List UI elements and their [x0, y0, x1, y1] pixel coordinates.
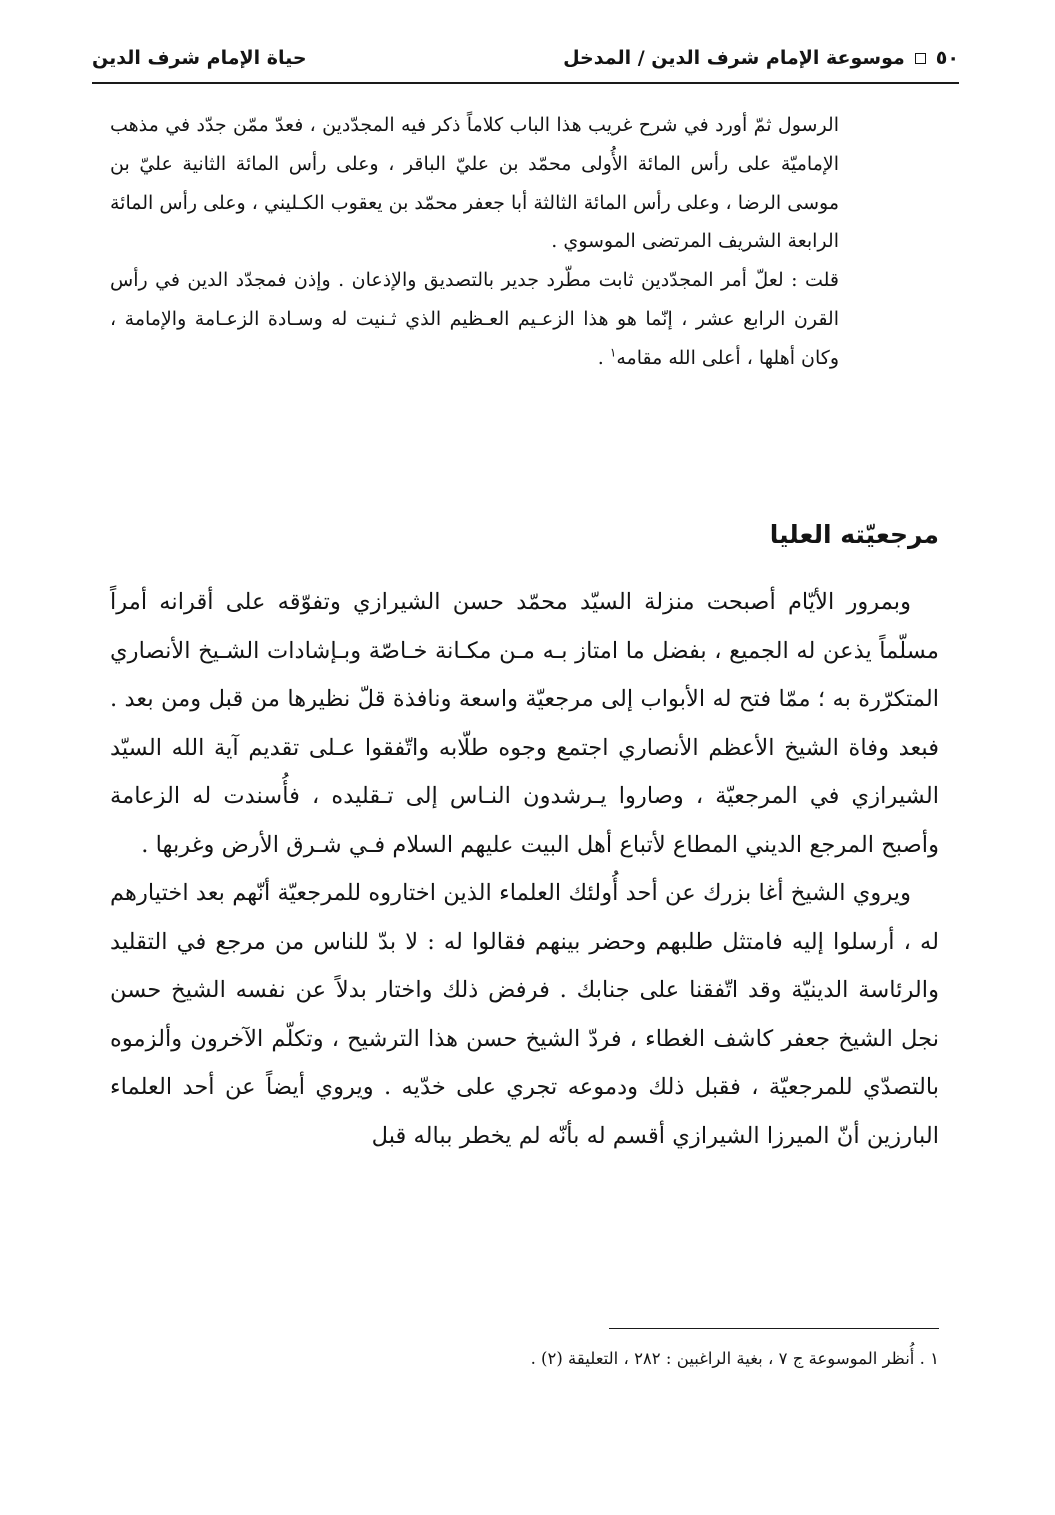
quote-paragraph-text: قلت : لعلّ أمر المجدّدين ثابت مطّرد جدير بالتصديق والإذعان . وإذن فمجدّد الدين في رأس القرن الرابع عشر ، إنّما هو هذا الزعـيم العـظيم الذي ثـنيت له وسـادة الزعـامة والإمامة ، وكان أهلها ، أعلى الله مقامه	[110, 269, 839, 369]
quote-paragraph	[110, 261, 839, 377]
running-header	[92, 38, 959, 78]
footnote-reference[interactable]: ١	[609, 345, 617, 360]
chapter-title: حياة الإمام شرف الدين	[92, 47, 307, 69]
body-paragraph: ويروي الشيخ أغا بزرك عن أحد أُولئك العلماء الذين اختاروه للمرجعيّة أنّهم بعد اختيارهم له ، أرسلوا إليه فامتثل طلبهم وحضر بينهم فقالوا له : لا بدّ للناس من مرجع في التقليد والرئاسة الدينيّة وقد اتّفقنا على جنابك . فرفض ذلك واختار بدلاً عن نفسه الشيخ حسن نجل الشيخ جعفر كاشف الغطاء ، فردّ الشيخ حسن هذا الترشيح ، وتكلّم الآخرون وألزموه بالتصدّي للمرجعيّة ، فقبل ذلك ودموعه تجري على خدّيه . ويروي أيضاً عن أحد العلماء البارزين أنّ الميرزا الشيرازي أقسم له بأنّه لم يخطر بباله قبل	[110, 880, 939, 1149]
quote-paragraph: الرسول ثمّ أورد في شرح غريب هذا الباب كلاماً ذكر فيه المجدّدين ، فعدّ ممّن جدّد في مذهب الإماميّة على رأس المائة الأُولى محمّد بن عليّ الباقر ، وعلى رأس المائة الثانية عليّ بن موسى الرضا ، وعلى رأس المائة الثالثة أبا جعفر محمّد بن يعقوب الكـليني ، وعلى رأس المائة الرابعة الشريف المرتضى الموسوي .	[110, 114, 839, 253]
page-number: ٥٠	[935, 47, 959, 69]
header-right-group	[563, 47, 959, 69]
footnote-divider	[609, 1328, 939, 1329]
section-body	[110, 578, 939, 1160]
quoted-passage	[110, 106, 839, 378]
book-title: موسوعة الإمام شرف الدين / المدخل	[563, 47, 905, 69]
square-separator-icon	[915, 53, 926, 64]
header-divider	[92, 82, 959, 84]
section-heading: مرجعيّته العليا	[769, 520, 939, 549]
body-paragraph: وبمرور الأيّام أصبحت منزلة السيّد محمّد حسن الشيرازي وتفوّقه على أقرانه أمراً مسلّماً يذعن له الجميع ، بفضل ما امتاز بـه مـن مكـانة خـاصّة وبـإشادات الشـيخ الأنصاري المتكرّرة به ؛ ممّا فتح له الأبواب إلى مرجعيّة واسعة ونافذة قلّ نظيرها من قبل ومن بعد . فبعد وفاة الشيخ الأعظم الأنصاري اجتمع وجوه طلّابه واتّفقوا عـلى تقديم آية الله السيّد الشيرازي في المرجعيّة ، وصاروا يـرشدون النـاس إلى تـقليده ، فأُسندت له الزعامة وأصبح المرجع الديني المطاع لأتباع أهل البيت عليهم السلام فـي شـرق الأرض وغربها .	[110, 589, 939, 858]
footnote-text: ١ . أُنظر الموسوعة ج ٧ ، بغية الراغبين : ٢٨٢ ، التعليقة (٢) .	[530, 1349, 939, 1368]
quote-closing: .	[597, 346, 610, 369]
